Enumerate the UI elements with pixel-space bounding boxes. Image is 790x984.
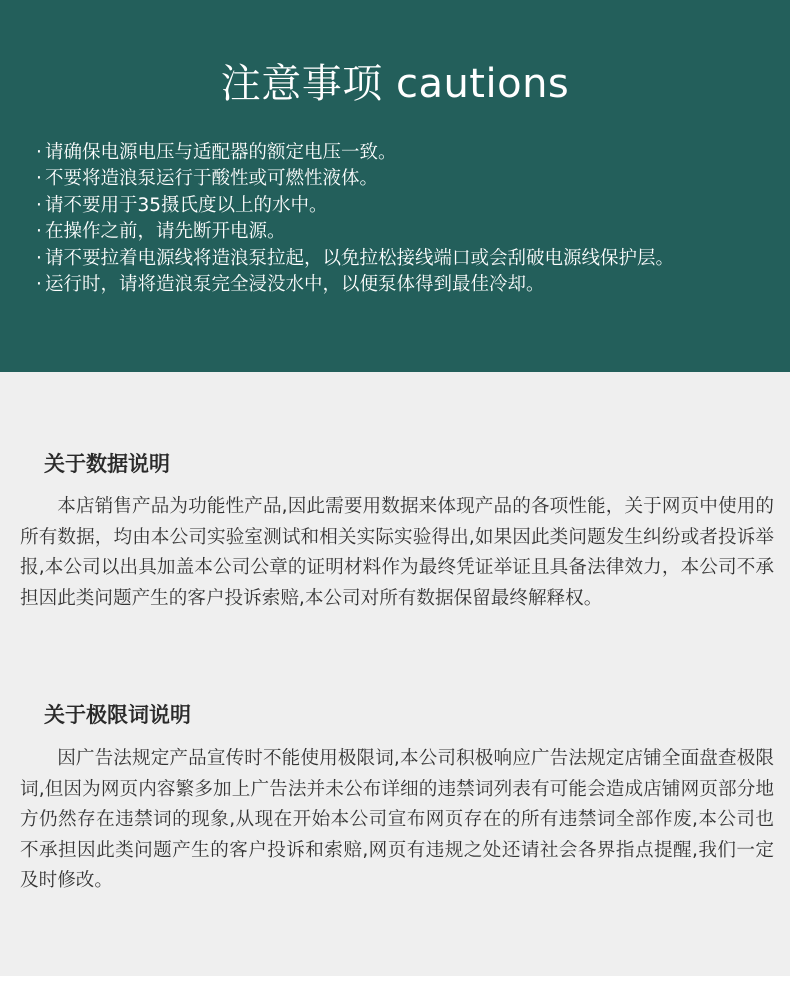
limit-section-body: 因广告法规定产品宣传时不能使用极限词,本公司积极响应广告法规定店铺全面盘查极限词,但因为网页内容繁多加上广告法并未公布详细的违禁词列表有可能会造成店铺网页部分地方仍然存在违禁词的现象,从现在开始本公司宣布网页存在的所有违禁词全部作废,本公司也不承担因此类问题产生的客户投诉和索赔,网页有违规之处还请社会各界指点提醒,我们一定及时修改。: [20, 748, 774, 891]
bullet-dot: ·: [36, 221, 42, 243]
caution-item: [36, 166, 674, 192]
caution-text: 请确保电源电压与适配器的额定电压一致。: [45, 142, 397, 163]
data-section-body: 本店销售产品为功能性产品,因此需要用数据来体现产品的各项性能，关于网页中使用的所有数据，均由本公司实验室测试和相关实际实验得出,如果因此类问题发生纠纷或者投诉举报,本公司以出具加盖本公司公章的证明材料作为最终凭证举证且具备法律效力，本公司不承担因此类问题产生的客户投诉索赔,本公司对所有数据保留最终解释权。: [20, 496, 774, 609]
footer-strip: [0, 976, 790, 984]
caution-text: 请不要拉着电源线将造浪泵拉起，以免拉松接线端口或会刮破电源线保护层。: [45, 247, 675, 269]
caution-text: 不要将造浪泵运行于酸性或可燃性液体。: [45, 168, 379, 190]
caution-item: [36, 219, 674, 245]
caution-item: [36, 246, 674, 272]
caution-item: [36, 140, 674, 166]
info-panel: [0, 372, 790, 976]
limit-section-title: 关于极限词说明: [44, 703, 191, 727]
caution-text: 请不要用于35摄氏度以上的水中。: [45, 194, 328, 216]
cautions-title: 注意事项 cautions: [220, 61, 570, 107]
caution-item: [36, 272, 674, 298]
bullet-dot: ·: [36, 142, 42, 163]
caution-item: [36, 193, 674, 219]
bullet-dot: ·: [36, 194, 42, 216]
caution-text: 运行时，请将造浪泵完全浸没水中，以便泵体得到最佳冷却。: [45, 274, 545, 296]
caution-text: 在操作之前，请先断开电源。: [45, 221, 286, 243]
cautions-list: [36, 140, 674, 298]
bullet-dot: ·: [36, 274, 42, 296]
cautions-panel: [0, 0, 790, 372]
bullet-dot: ·: [36, 247, 42, 269]
data-section-title: 关于数据说明: [44, 452, 170, 476]
bullet-dot: ·: [36, 168, 42, 190]
